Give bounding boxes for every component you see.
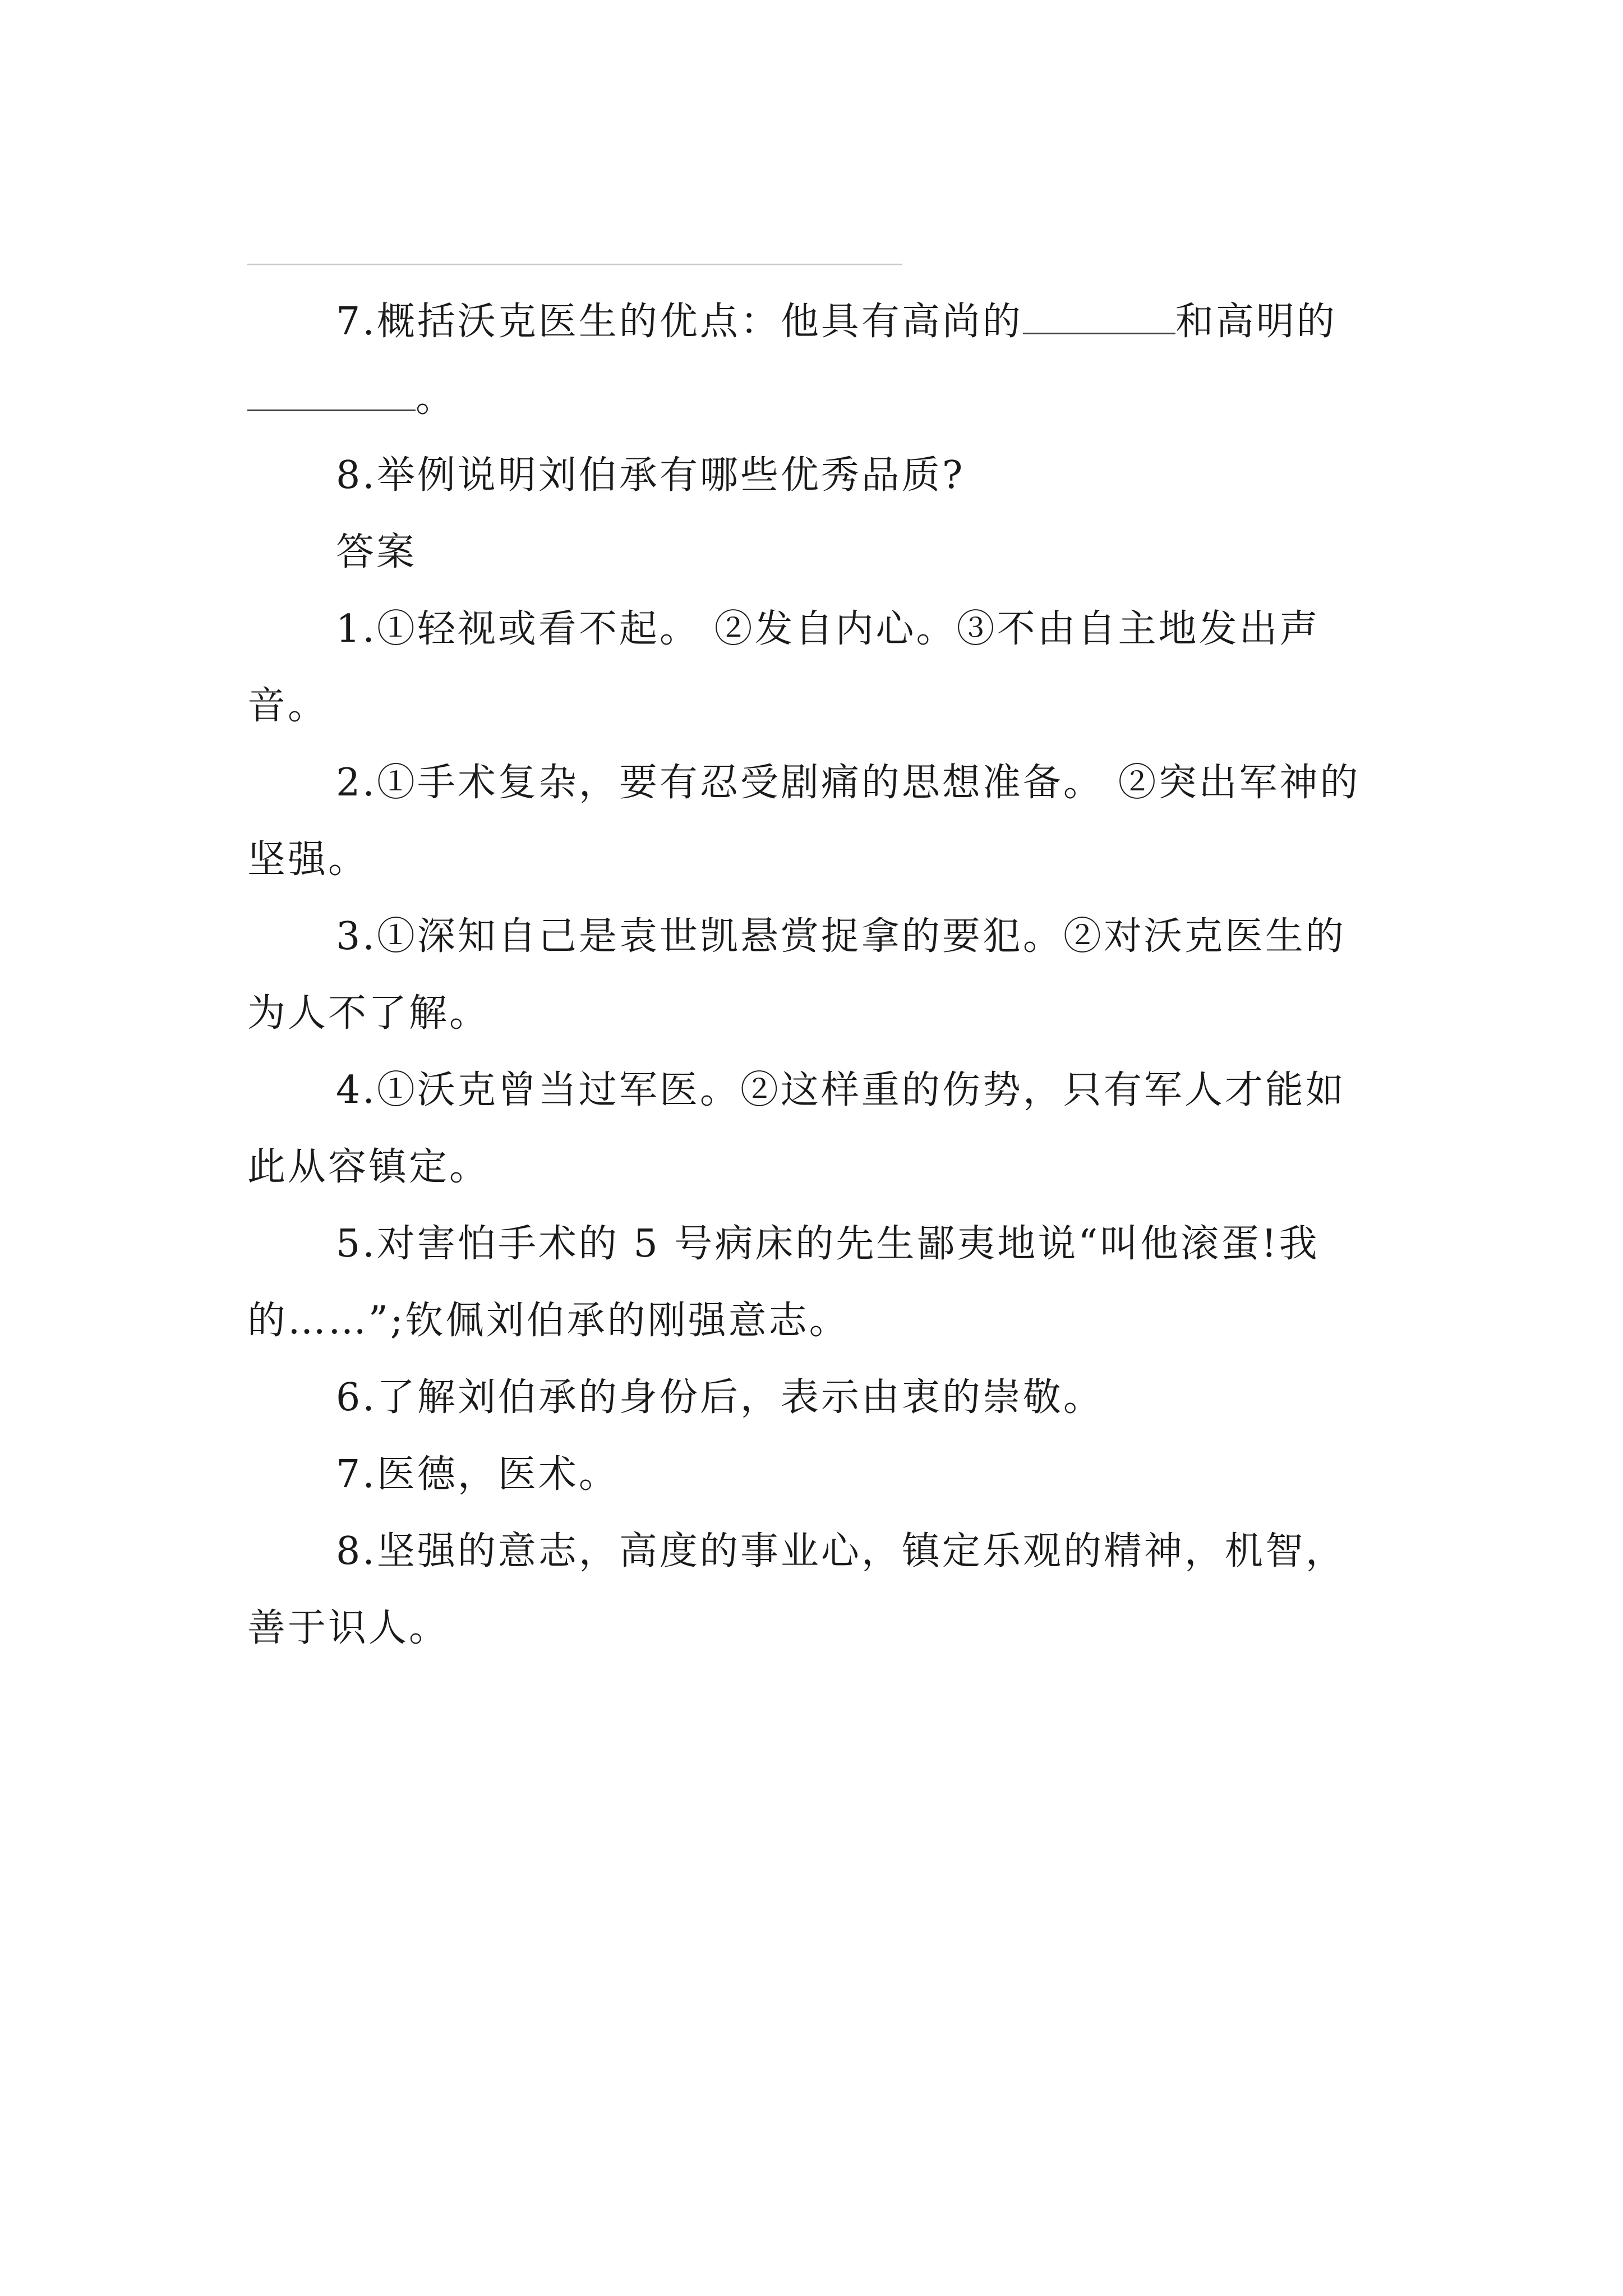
answer-3: 3.①深知自己是袁世凯悬赏捉拿的要犯。②对沃克医生的为人不了解。: [247, 914, 1346, 1036]
answer-7: 7.医德，医术。: [336, 1452, 619, 1497]
answer-8: 8.坚强的意志，高度的事业心，镇定乐观的精神，机智，善于识人。: [247, 1529, 1346, 1650]
answer-6: 6.了解刘伯承的身份后，表示由衷的崇敬。: [336, 1375, 1104, 1420]
answer-2: 2.①手术复杂，要有忍受剧痛的思想准备。 ②突出军神的坚强。: [247, 761, 1361, 882]
question-7-prefix: 7.概括沃克医生的优点：他具有高尚的: [336, 300, 1023, 344]
answer-blank-1: [1023, 299, 1175, 334]
answer-blank-2: [247, 376, 416, 411]
question-7: [247, 283, 1382, 437]
answer-5: 5.对害怕手术的 5 号病床的先生鄙夷地说“叫他滚蛋!我的……”;钦佩刘伯承的刚强意志。: [247, 1222, 1320, 1343]
document-body: [247, 283, 1382, 1667]
answer-1: 1.①轻视或看不起。 ②发自内心。③不由自主地发出声音。: [247, 607, 1320, 728]
question-7-middle: 和高明的: [1175, 300, 1337, 344]
answer-4: 4.①沃克曾当过军医。②这样重的伤势，只有军人才能如此从容镇定。: [247, 1068, 1346, 1189]
question-7-suffix: 。: [416, 376, 457, 421]
answer-heading: 答案: [336, 530, 417, 574]
header-divider: [247, 264, 902, 265]
question-8: 8.举例说明刘伯承有哪些优秀品质?: [336, 453, 965, 498]
